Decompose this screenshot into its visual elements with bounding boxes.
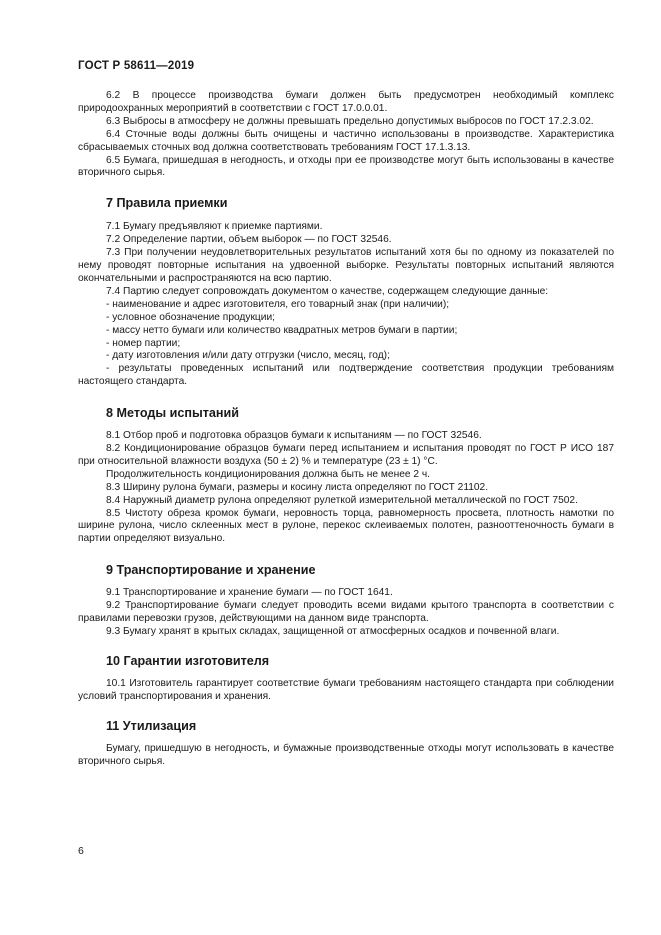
paragraph-7-4: 7.4 Партию следует сопровождать документом о качестве, содержащем следующие данные: [106, 285, 549, 297]
paragraph-6-5: 6.5 Бумага, пришедшая в негодность, и отходы при ее производстве могут быть использованы в качестве вторичного сырья. [78, 154, 614, 179]
paragraph-9-3: 9.3 Бумагу хранят в крытых складах, защищенной от атмосферных осадков и почвенной влаги. [106, 626, 560, 637]
document-header: ГОСТ Р 58611—2019 [78, 60, 195, 72]
paragraph-7-3: 7.3 При получении неудовлетворительных результатов испытаний хотя бы по одному из показателей по нему проводят повторные испытания на удвоенной выборке. Результаты повторных испытаний являются окончательными и распространяются на всю партию. [78, 247, 614, 284]
list-item: - дату изготовления и/или дату отгрузки (число, месяц, год); [106, 350, 390, 362]
section-8-heading: 8 Методы испытаний [106, 406, 239, 421]
list-item: - наименование и адрес изготовителя, его товарный знак (при наличии); [106, 298, 450, 310]
paragraph-8-4: 8.4 Наружный диаметр рулона определяют рулеткой измерительной металлической по ГОСТ 7502. [106, 494, 578, 506]
paragraph-7-2: 7.2 Определение партии, объем выборок — по ГОСТ 32546. [106, 234, 392, 246]
paragraph-9-1: 9.1 Транспортирование и хранение бумаги — по ГОСТ 1641. [106, 587, 393, 599]
list-item: - условное обозначение продукции; [106, 311, 275, 323]
paragraph-9-2: 9.2 Транспортирование бумаги следует проводить всеми видами крытого транспорта в соответствии с правилами перевозки грузов, действующими на данном виде транспорта. [78, 600, 614, 625]
paragraph-6-2: 6.2 В процессе производства бумаги должен быть предусмотрен необходимый комплекс природоохранных мероприятий в соответствии с ГОСТ 17.0.0.01. [78, 90, 614, 114]
paragraph-8-3: 8.3 Ширину рулона бумаги, размеры и косину листа определяют по ГОСТ 21102. [106, 481, 489, 493]
paragraph-6-4: 6.4 Сточные воды должны быть очищены и частично использованы в производстве. Характеристика сбрасываемых сточных вод должна соответствовать требованиям ГОСТ 17.1.3.13. [78, 128, 614, 153]
document-body [78, 90, 614, 769]
paragraph-10-1: 10.1 Изготовитель гарантирует соответствие бумаги требованиям настоящего стандарта при соблюдении условий транспортирования и хранения. [78, 677, 614, 702]
paragraph-6-3: 6.3 Выбросы в атмосферу не должны превышать предельно допустимых выбросов по ГОСТ 17.2.3.02. [106, 115, 594, 127]
section-11-heading: 11 Утилизация [106, 718, 197, 733]
section-9-heading: 9 Транспортирование и хранение [106, 563, 316, 578]
paragraph-8-2: 8.2 Кондиционирование образцов бумаги перед испытанием и испытания проводят по ГОСТ Р ИСО 187 при относительной влажности воздуха (50 ± 2) % и температуре (23 ± 1) °С. [78, 443, 614, 467]
paragraph-7-1: 7.1 Бумагу предъявляют к приемке партиями. [106, 221, 323, 233]
list-item: - результаты проведенных испытаний или подтверждение соответствия продукции требованиям настоящего стандарта. [78, 363, 614, 388]
paragraph-11: Бумагу, пришедшую в негодность, и бумажные производственные отходы могут использовать в качестве вторичного сырья. [78, 742, 614, 767]
list-item: - массу нетто бумаги или количество квадратных метров бумаги в партии; [106, 324, 458, 336]
page-number: 6 [78, 845, 84, 857]
section-10-heading: 10 Гарантии изготовителя [106, 653, 270, 668]
paragraph-8-1: 8.1 Отбор проб и подготовка образцов бумаги к испытаниям — по ГОСТ 32546. [106, 430, 482, 442]
list-item: - номер партии; [106, 337, 181, 349]
paragraph-8-2-cont: Продолжительность кондиционирования должна быть не менее 2 ч. [106, 468, 430, 480]
paragraph-8-5: 8.5 Чистоту обреза кромок бумаги, неровность торца, равномерность просвета, плотность намотки по ширине рулона, число склеенных мест в рулоне, перекос склеиваемых полотен, разнооттеночность бумаги в партии определяют визуально. [78, 507, 614, 545]
section-7-heading: 7 Правила приемки [106, 196, 228, 211]
